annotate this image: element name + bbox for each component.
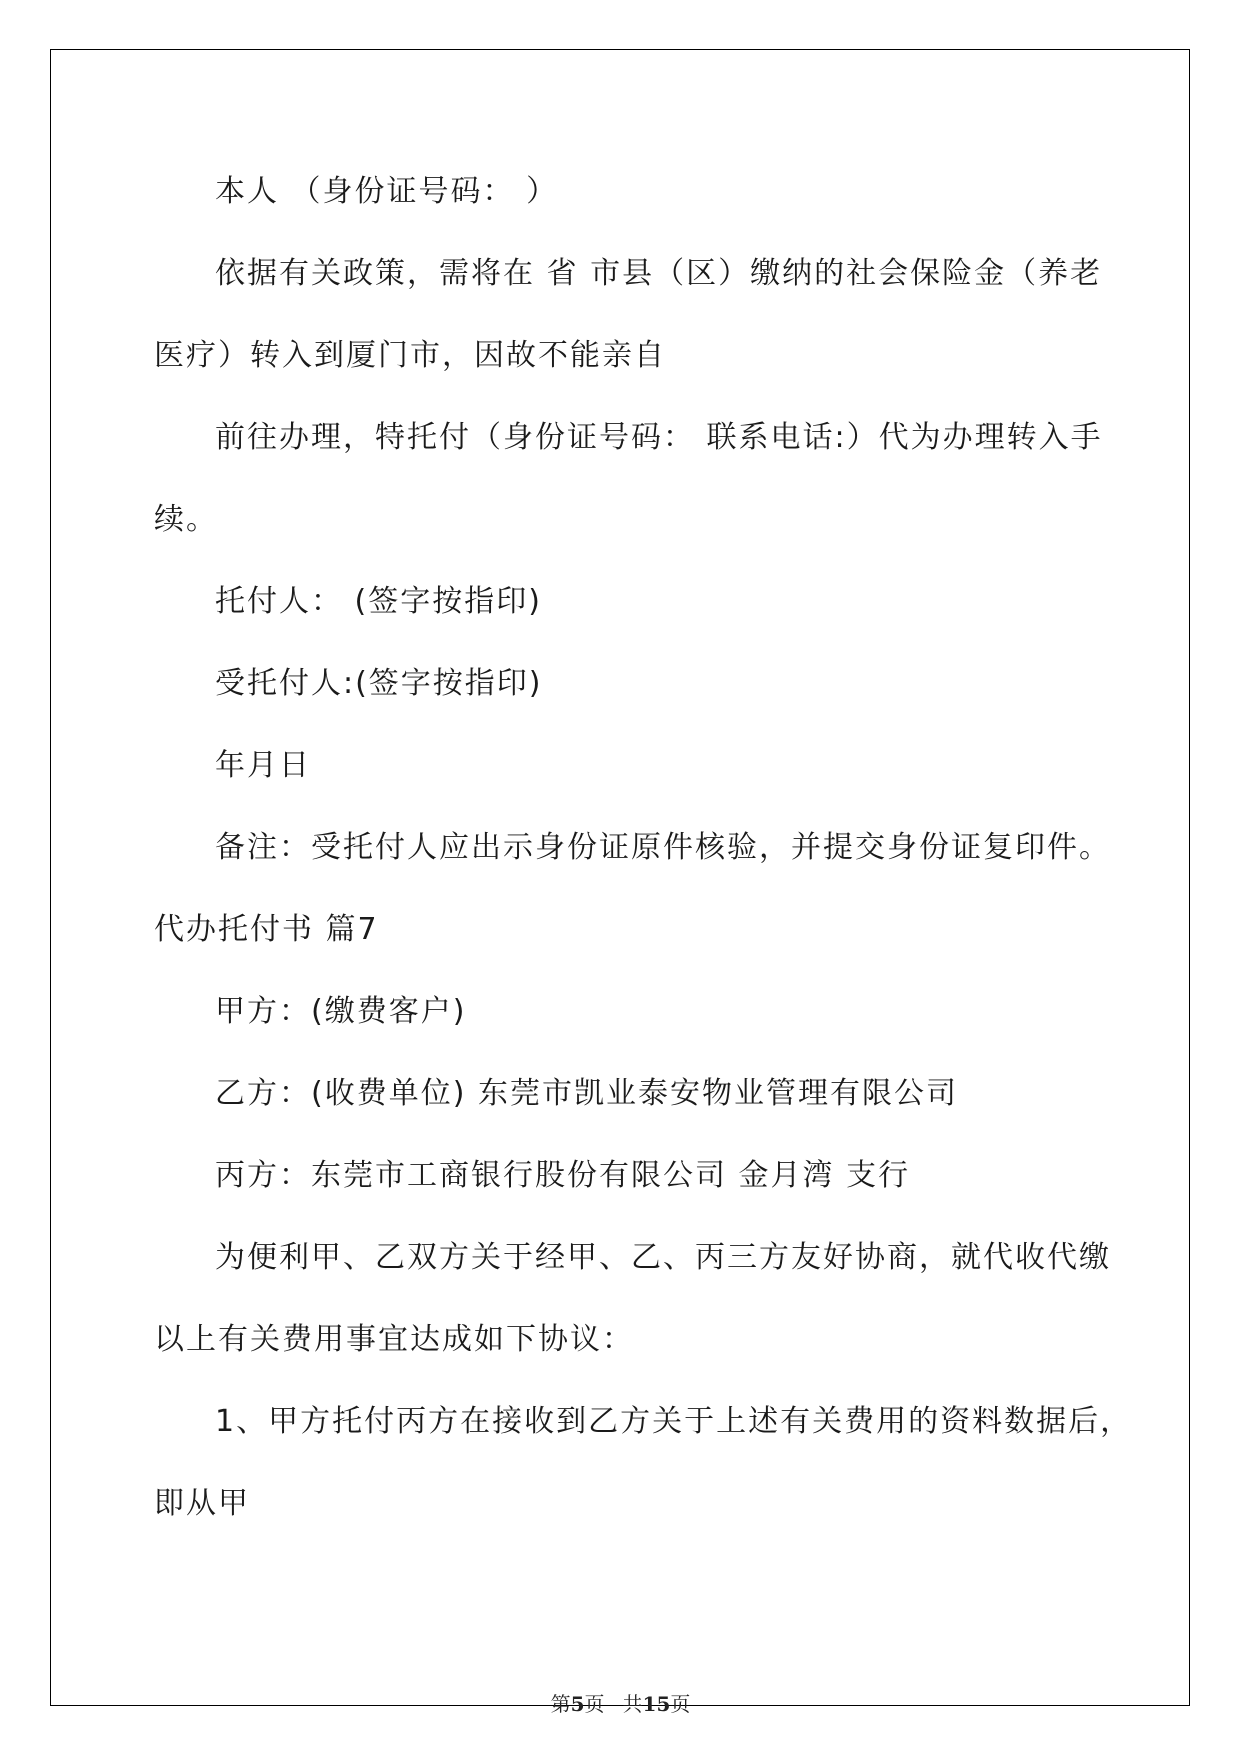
total-suffix: 页 xyxy=(670,1692,691,1716)
page-suffix: 页 xyxy=(584,1692,605,1716)
text-line: 乙方：(收费单位) 东莞市凯业泰安物业管理有限公司 xyxy=(215,1076,958,1111)
text-line: 续。 xyxy=(154,502,218,537)
page-border xyxy=(50,49,1190,1706)
text-line: 托付人： (签字按指印) xyxy=(215,584,542,619)
text-line: 依据有关政策，需将在 省 市县（区）缴纳的社会保险金（养老 xyxy=(215,256,1103,291)
text-line: 年月日 xyxy=(215,748,311,783)
text-line: 本人 （身份证号码： ） xyxy=(215,174,559,209)
text-line: 前往办理，特托付（身份证号码： 联系电话:）代为办理转入手 xyxy=(215,420,1103,455)
page-prefix: 第 xyxy=(550,1692,571,1716)
text-line: 备注：受托付人应出示身份证原件核验，并提交身份证复印件。 xyxy=(215,830,1111,865)
page-footer xyxy=(0,1690,1241,1718)
total-prefix: 共 xyxy=(622,1692,643,1716)
page-number: 5 xyxy=(570,1692,585,1716)
text-line: 医疗）转入到厦门市，因故不能亲自 xyxy=(154,338,666,373)
text-line: 甲方：(缴费客户) xyxy=(215,994,467,1029)
text-line: 受托付人:(签字按指印) xyxy=(215,666,543,701)
total-pages: 15 xyxy=(642,1692,671,1716)
section-heading: 代办托付书 篇7 xyxy=(154,912,379,947)
text-line: 1、甲方托付丙方在接收到乙方关于上述有关费用的资料数据后， xyxy=(215,1404,1133,1439)
text-line: 丙方：东莞市工商银行股份有限公司 金月湾 支行 xyxy=(215,1158,911,1193)
text-line: 即从甲 xyxy=(154,1486,250,1521)
text-line: 为便利甲、乙双方关于经甲、乙、丙三方友好协商，就代收代缴 xyxy=(215,1240,1111,1275)
text-line: 以上有关费用事宜达成如下协议： xyxy=(154,1322,634,1357)
